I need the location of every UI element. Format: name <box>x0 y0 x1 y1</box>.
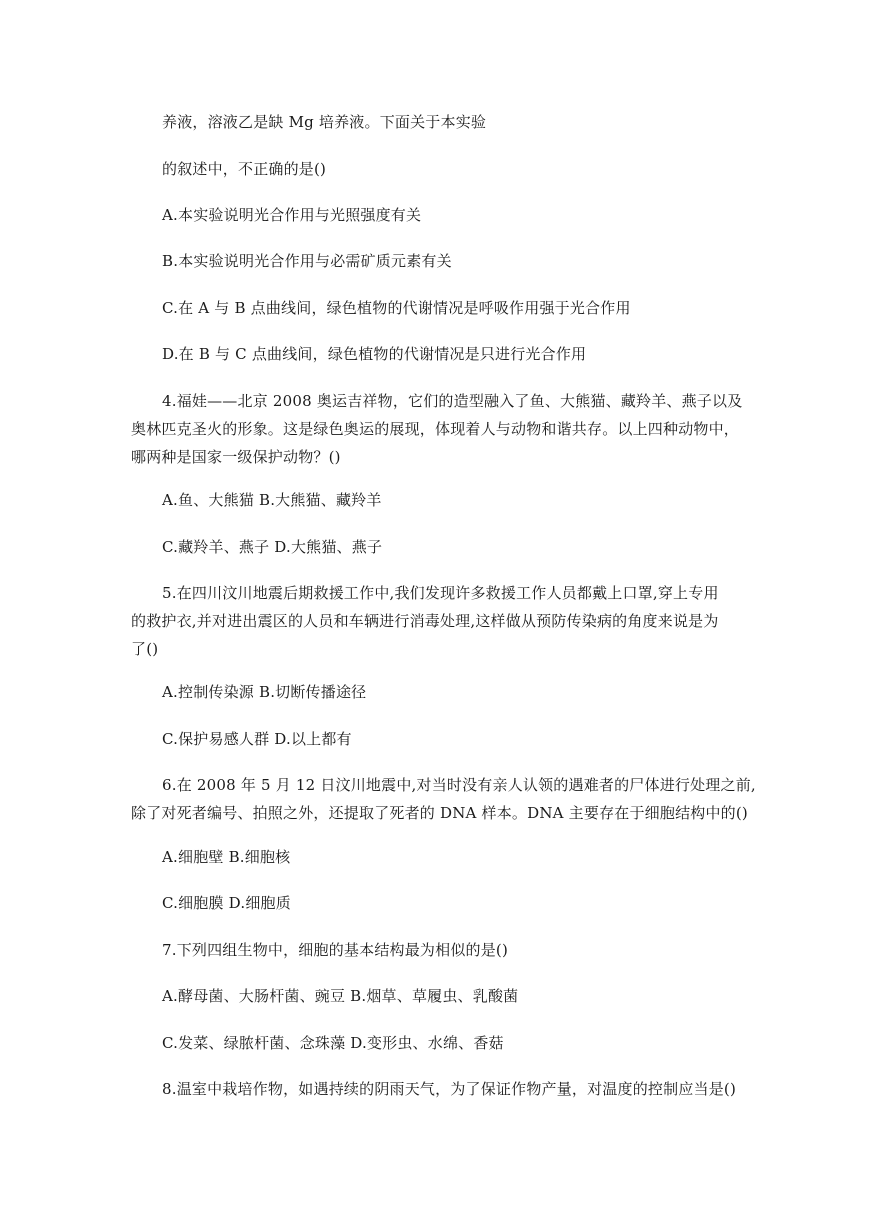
question-7-line: 7.下列四组生物中，细胞的基本结构最为相似的是() <box>162 941 509 959</box>
question-5-line: 的救护衣,并对进出震区的人员和车辆进行消毒处理,这样做从预防传染病的角度来说是为 <box>131 612 719 630</box>
question-4-line: 4.福娃——北京 2008 奥运吉祥物，它们的造型融入了鱼、大熊猫、藏羚羊、燕子以及 <box>162 392 743 410</box>
option-line: D.在 B 与 C 点曲线间，绿色植物的代谢情况是只进行光合作用 <box>162 345 587 363</box>
option-line: A.鱼、大熊猫 B.大熊猫、藏羚羊 <box>162 491 382 509</box>
text-line: 的叙述中，不正确的是() <box>162 160 327 178</box>
option-line: C.发菜、绿脓杆菌、念珠藻 D.变形虫、水绵、香菇 <box>162 1034 504 1052</box>
text-line: 养液，溶液乙是缺 Mg 培养液。下面关于本实验 <box>162 113 487 131</box>
question-4-line: 哪两种是国家一级保护动物？() <box>131 448 341 466</box>
option-line: A.酵母菌、大肠杆菌、豌豆 B.烟草、草履虫、乳酸菌 <box>162 987 519 1005</box>
question-6-line: 除了对死者编号、拍照之外，还提取了死者的 DNA 样本。DNA 主要存在于细胞结构中的() <box>131 804 748 822</box>
option-line: C.保护易感人群 D.以上都有 <box>162 730 352 748</box>
option-line: C.藏羚羊、燕子 D.大熊猫、燕子 <box>162 538 383 556</box>
question-8-line: 8.温室中栽培作物，如遇持续的阴雨天气，为了保证作物产量，对温度的控制应当是() <box>162 1080 737 1098</box>
option-line: B.本实验说明光合作用与必需矿质元素有关 <box>162 252 452 270</box>
option-line: A.细胞壁 B.细胞核 <box>162 848 291 866</box>
option-line: A.控制传染源 B.切断传播途径 <box>162 683 367 701</box>
option-line: A.本实验说明光合作用与光照强度有关 <box>162 206 422 224</box>
question-4-line: 奥林匹克圣火的形象。这是绿色奥运的展现，体现着人与动物和谐共存。以上四种动物中， <box>131 420 740 438</box>
question-6-line: 6.在 2008 年 5 月 12 日汶川地震中,对当时没有亲人认领的遇难者的尸体进行处理之前, <box>162 776 756 794</box>
option-line: C.细胞膜 D.细胞质 <box>162 894 291 912</box>
question-5-line: 了() <box>131 640 159 658</box>
option-line: C.在 A 与 B 点曲线间，绿色植物的代谢情况是呼吸作用强于光合作用 <box>162 299 631 317</box>
question-5-line: 5.在四川汶川地震后期救援工作中,我们发现许多救援工作人员都戴上口罩,穿上专用 <box>162 584 719 602</box>
